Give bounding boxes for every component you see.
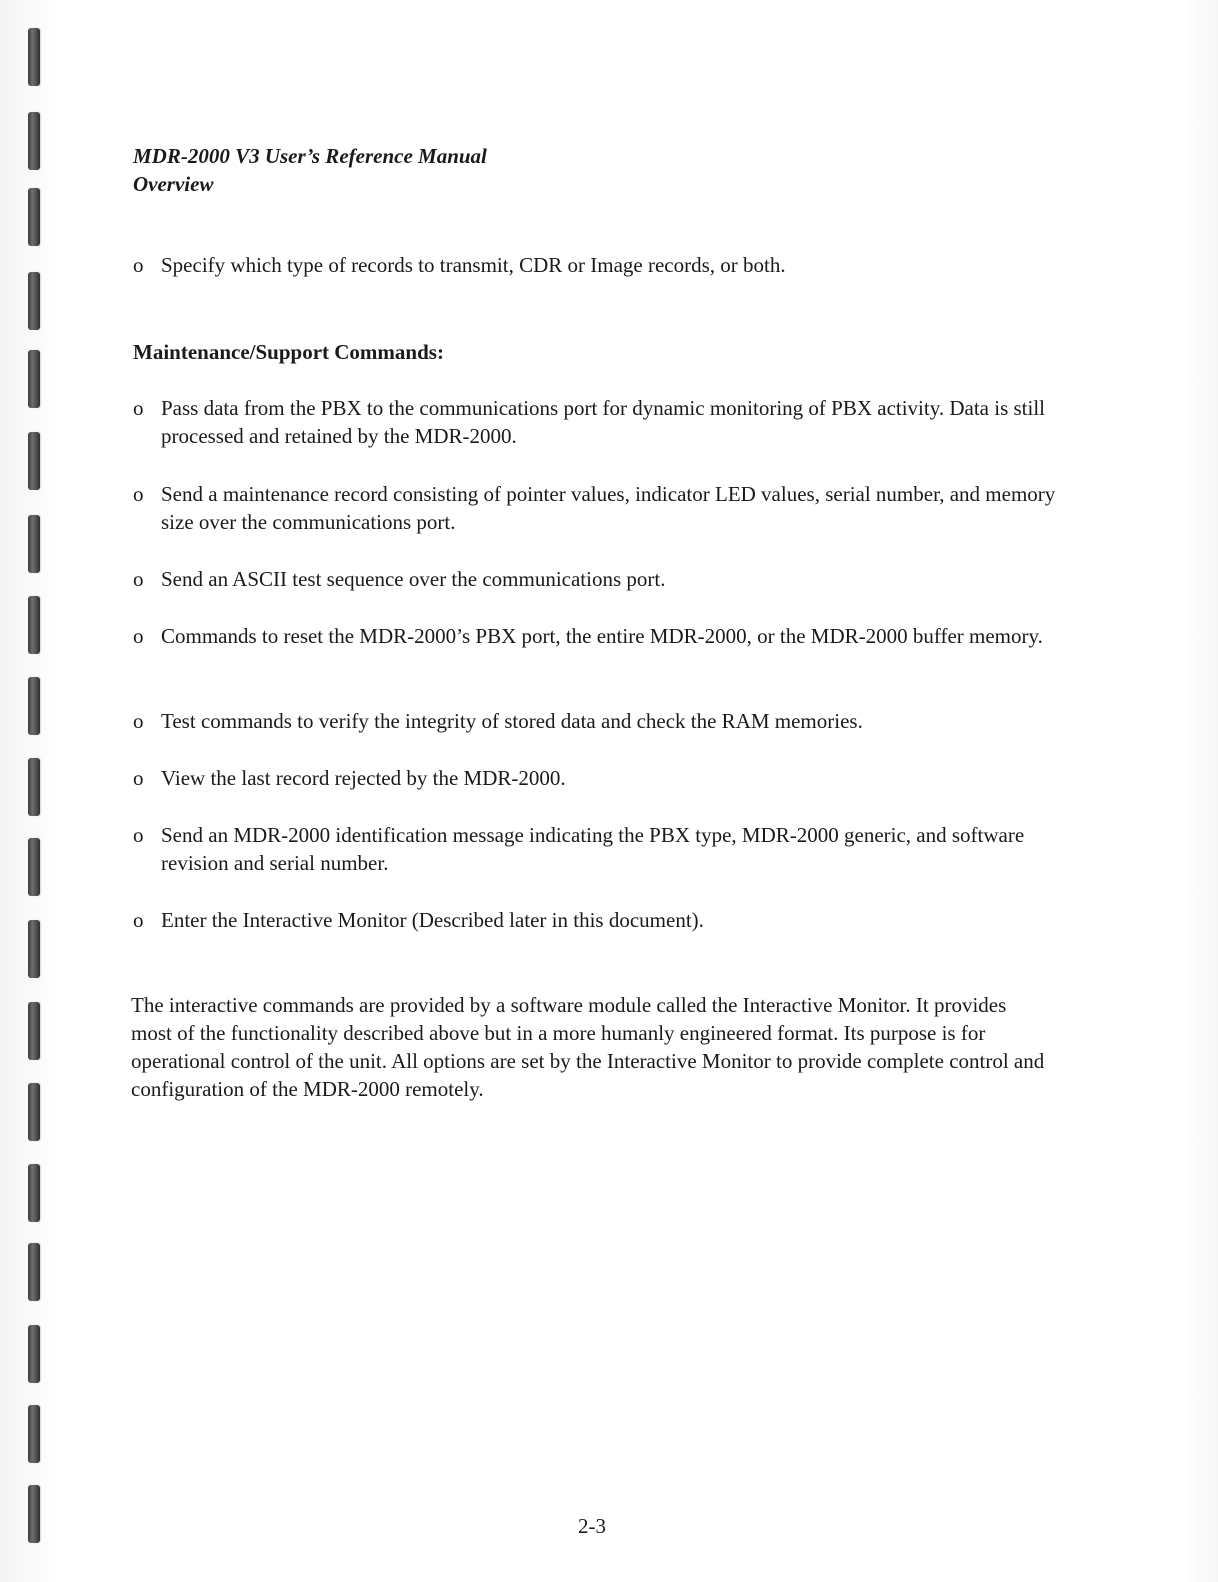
binder-hole (28, 677, 40, 735)
binder-hole (28, 920, 40, 978)
bullet-marker: o (133, 253, 144, 277)
list-item-text: Send an ASCII test sequence over the communications port. (161, 567, 666, 591)
list-item-text: View the last record rejected by the MDR-2000. (161, 766, 566, 790)
binder-hole (28, 350, 40, 408)
list-item-text: Enter the Interactive Monitor (Described later in this document). (161, 908, 704, 932)
list-item (133, 565, 1073, 593)
binder-hole (28, 1002, 40, 1060)
body-paragraph: The interactive commands are provided by a software module called the Interactive Monitor. It provides most of the functionality described above but in a more humanly engineered format. Its purpose is for operational control of the unit. All options are set by the Interactive Monitor to provide complete control and configuration of the MDR-2000 remotely. (131, 993, 1045, 1101)
list-item (133, 394, 1073, 450)
binder-hole (28, 758, 40, 816)
bullet-marker: o (133, 709, 144, 733)
binder-hole (28, 515, 40, 573)
list-item (133, 251, 1073, 279)
list-item-text: Specify which type of records to transmit, CDR or Image records, or both. (161, 253, 786, 277)
bullet-marker: o (133, 766, 144, 790)
binder-hole (28, 596, 40, 654)
bullet-marker: o (133, 823, 144, 847)
list-item (133, 622, 1083, 650)
binder-hole (28, 188, 40, 246)
list-item-text: Commands to reset the MDR-2000’s PBX port, the entire MDR-2000, or the MDR-2000 buffer memory. (161, 624, 1043, 648)
binder-hole (28, 1083, 40, 1141)
binder-hole (28, 28, 40, 86)
binder-hole (28, 112, 40, 170)
binder-hole (28, 1243, 40, 1301)
manual-title: MDR-2000 V3 User’s Reference Manual (133, 144, 487, 168)
list-item-text: Test commands to verify the integrity of stored data and check the RAM memories. (161, 709, 863, 733)
section-heading: Maintenance/Support Commands: (133, 340, 444, 364)
binder-hole (28, 272, 40, 330)
binder-hole (28, 1325, 40, 1383)
binder-hole (28, 1405, 40, 1463)
binder-hole (28, 432, 40, 490)
binder-holes (28, 0, 48, 1582)
list-item (133, 480, 1073, 536)
list-item (133, 821, 1073, 877)
binder-hole (28, 1164, 40, 1222)
list-item-text: Send a maintenance record consisting of pointer values, indicator LED values, serial number, and memory size over the communications port. (161, 482, 1056, 534)
list-item (133, 707, 1073, 735)
page-number: 2-3 (578, 1514, 606, 1538)
chapter-title: Overview (133, 172, 214, 196)
binder-hole (28, 838, 40, 896)
list-item (133, 906, 1073, 934)
binder-hole (28, 1485, 40, 1543)
bullet-marker: o (133, 482, 144, 506)
running-header (133, 142, 487, 198)
bullet-marker: o (133, 567, 144, 591)
bullet-marker: o (133, 396, 144, 420)
bullet-marker: o (133, 624, 144, 648)
bullet-marker: o (133, 908, 144, 932)
list-item-text: Pass data from the PBX to the communications port for dynamic monitoring of PBX activity. Data is still processed and retained by the MDR-2000. (161, 396, 1046, 448)
list-item-text: Send an MDR-2000 identification message indicating the PBX type, MDR-2000 generic, and software revision and serial number. (161, 823, 1025, 875)
list-item (133, 764, 1073, 792)
